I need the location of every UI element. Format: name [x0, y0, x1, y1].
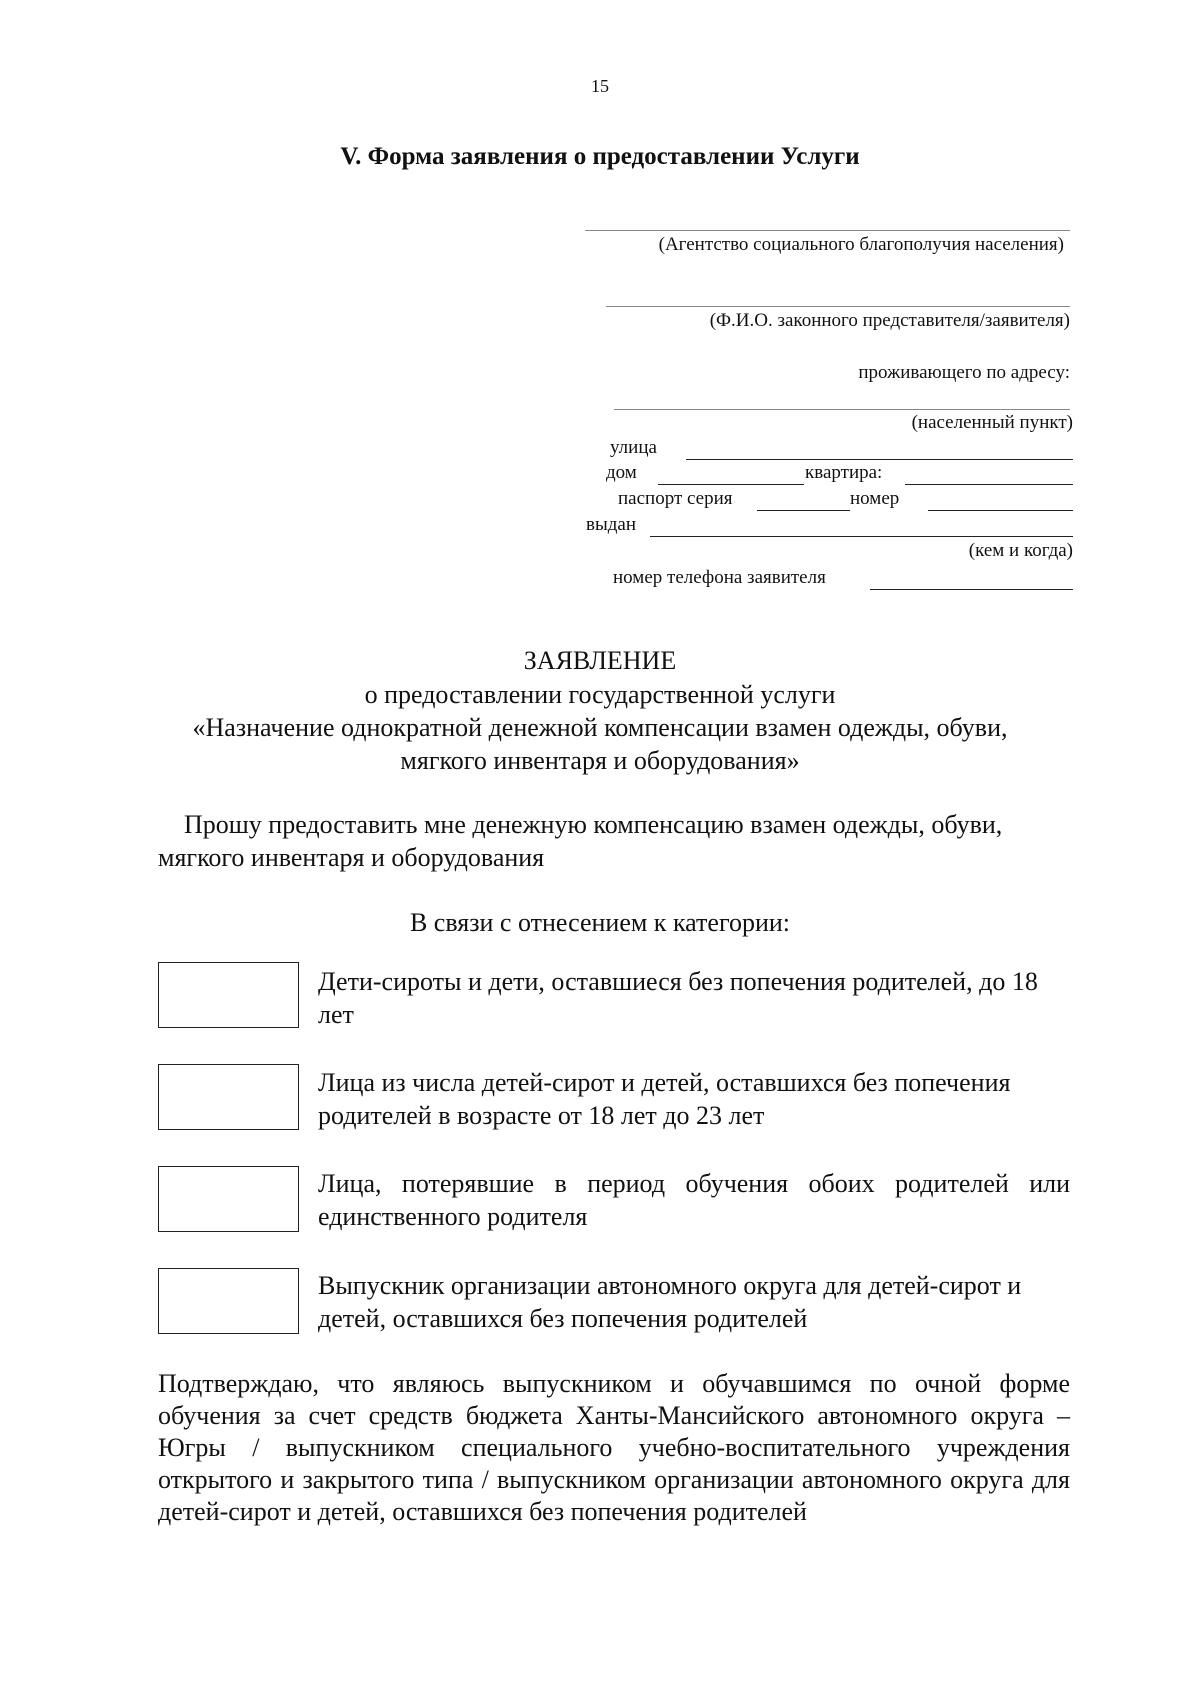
street-label: улица [610, 437, 657, 458]
category-text: Лица из числа детей-сирот и детей, оставшихся без попечения родителей в возрасте от 18 лет до 23 лет [318, 1068, 1011, 1130]
locality-caption: (населенный пункт) [911, 412, 1073, 433]
passport-number-label: номер [850, 488, 900, 509]
category-checkbox[interactable] [158, 1064, 299, 1130]
page-number: 15 [591, 76, 609, 96]
issued-label: выдан [586, 514, 637, 535]
request-line-1: Прошу предоставить мне денежную компенсацию взамен одежды, обуви, [184, 810, 1003, 839]
passport-number-line [928, 510, 1073, 511]
locality-line [614, 409, 1070, 410]
passport-series-label: паспорт серия [618, 488, 733, 509]
residing-label: проживающего по адресу: [858, 362, 1070, 383]
statement-subtitle-3: мягкого инвентаря и оборудования» [400, 746, 800, 775]
category-heading: В связи с отнесением к категории: [409, 908, 791, 937]
apartment-label: квартира: [805, 462, 883, 483]
category-text: Лица, потерявшие в период обучения обоих родителей или единственного родителя [318, 1169, 1070, 1231]
issued-caption: (кем и когда) [968, 540, 1073, 561]
statement-subtitle-2: «Назначение однократной денежной компенсации взамен одежды, обуви, [192, 713, 1008, 742]
issued-line [650, 536, 1073, 537]
request-line-2: мягкого инвентаря и оборудования [158, 843, 545, 872]
agency-line [585, 230, 1070, 231]
category-text: Дети-сироты и дети, оставшиеся без попечения родителей, до 18 лет [318, 967, 1038, 1029]
apartment-line [905, 484, 1073, 485]
confirmation-paragraph: Подтверждаю, что являюсь выпускником и обучавшимся по очной форме обучения за счет средств бюджета Ханты-Мансийского автономного округа – Югры / выпускником специального учебно-воспитательного учреждения открытого и закрытого типа / выпускником организации автономного округа для детей-сирот и детей, оставшихся без попечения родителей [158, 1369, 1070, 1526]
house-label: дом [606, 462, 637, 483]
statement-subtitle-1: о предоставлении государственной услуги [364, 680, 836, 709]
section-title: V. Форма заявления о предоставлении Услуги [340, 143, 860, 170]
fio-caption: (Ф.И.О. законного представителя/заявителя) [709, 310, 1070, 331]
category-checkbox[interactable] [158, 962, 299, 1028]
statement-title: ЗАЯВЛЕНИЕ [523, 646, 677, 675]
category-checkbox[interactable] [158, 1268, 299, 1334]
fio-line [606, 306, 1070, 307]
house-line [658, 484, 804, 485]
category-text: Выпускник организации автономного округа для детей-сирот и детей, оставшихся без попечения родителей [318, 1271, 1022, 1333]
agency-caption: (Агентство социального благополучия населения) [658, 234, 1064, 255]
category-checkbox[interactable] [158, 1166, 299, 1232]
passport-series-line [757, 510, 850, 511]
phone-label: номер телефона заявителя [613, 567, 826, 588]
phone-line [870, 589, 1073, 590]
street-line [686, 459, 1073, 460]
